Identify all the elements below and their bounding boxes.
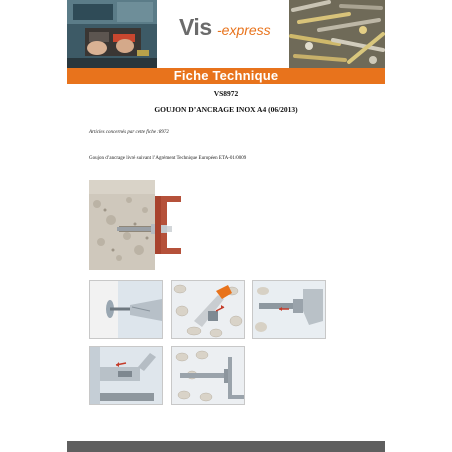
product-description: Goujon d’ancrage livré suivant l’Agrément Technique Européen ETA-01/0009: [89, 156, 247, 161]
footer-bar: [67, 441, 385, 452]
step-insert-anchor: [252, 280, 326, 339]
step-installed-anchor: [171, 346, 245, 405]
technical-sheet: [67, 0, 385, 452]
header-banner: [67, 0, 385, 68]
logo-suffix: -express: [217, 22, 271, 38]
logo: [157, 0, 289, 68]
step-clean-hole: [171, 280, 245, 339]
main-anchor-illustration: [89, 180, 189, 270]
document-title: GOUJON D’ANCRAGE INOX A4 (06/2013): [154, 105, 298, 114]
logo-brand: Vis: [179, 14, 212, 40]
step-drill-hole: [89, 280, 163, 339]
workshop-photo: [67, 0, 157, 68]
step-tighten-nut: [89, 346, 163, 405]
banner-title: Fiche Technique: [173, 68, 279, 83]
screws-photo: [289, 0, 385, 68]
articles-line: Articles concernés par cette fiche :8972: [89, 130, 169, 135]
product-reference: VS8972: [213, 89, 239, 98]
